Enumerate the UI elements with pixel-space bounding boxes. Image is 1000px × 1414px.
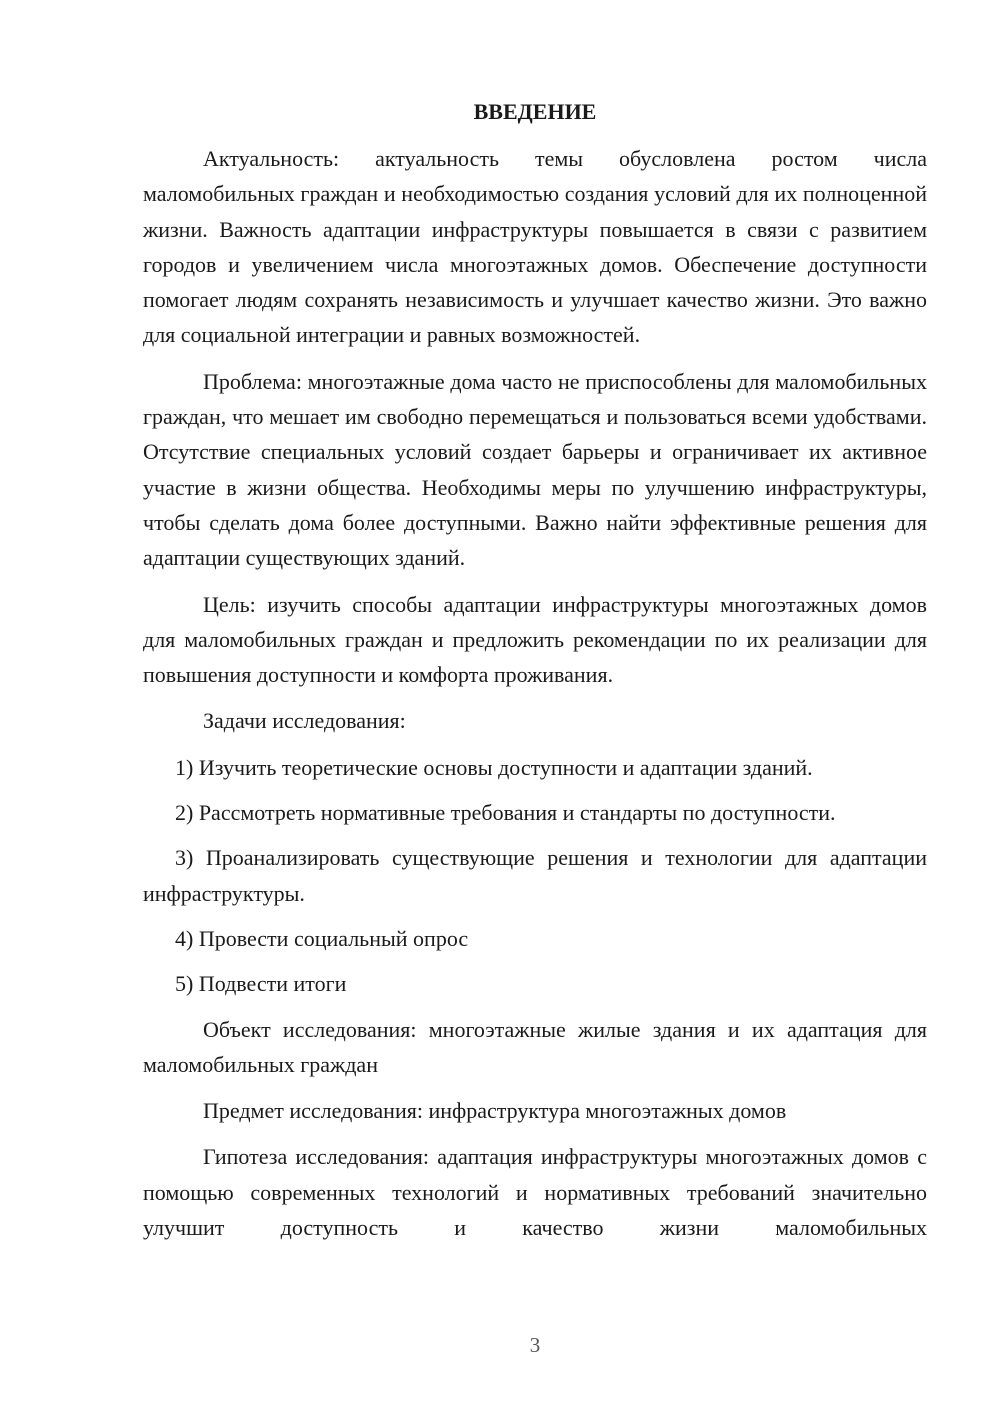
paragraph-subject: Предмет исследования: инфраструктура многоэтажных домов	[203, 1098, 787, 1124]
task-item-4: 4) Провести социальный опрос	[175, 925, 469, 951]
task-item-2: 2) Рассмотреть нормативные требования и стандарты по доступности.	[175, 800, 836, 826]
page-number: 3	[529, 1333, 541, 1357]
tasks-heading: Задачи исследования:	[203, 708, 406, 734]
paragraph-problem: Проблема: многоэтажные дома часто не приспособлены для маломобильных граждан, что мешает им свободно перемещаться и пользоваться всеми удобствами. Отсутствие специальных условий создает барьеры и ограничивает их активное участие в жизни общества. Необходимы меры по улучшению инфраструктуры, чтобы сделать дома более доступными. Важно найти эффективные решения для адаптации существующих зданий.	[143, 368, 927, 571]
paragraph-hypothesis: Гипотеза исследования: адаптация инфраструктуры многоэтажных домов с помощью современных технологий и нормативных требований значительно улучшит доступность и качество жизни маломобильных	[143, 1144, 927, 1241]
page-content	[143, 94, 927, 1245]
page-title: ВВЕДЕНИЕ	[473, 99, 597, 124]
paragraph-relevance: Актуальность: актуальность темы обусловлена ростом числа маломобильных граждан и необходимостью создания условий для их полноценной жизни. Важность адаптации инфраструктуры повышается в связи с развитием городов и увеличением числа многоэтажных домов. Обеспечение доступности помогает людям сохранять независимость и улучшает качество жизни. Это важно для социальной интеграции и равных возможностей.	[143, 146, 927, 348]
task-item-3: 3) Проанализировать существующие решения и технологии для адаптации инфраструктуры.	[143, 845, 927, 906]
paragraph-goal: Цель: изучить способы адаптации инфраструктуры многоэтажных домов для маломобильных граждан и предложить рекомендации по их реализации для повышения доступности и комфорта проживания.	[143, 591, 927, 688]
task-item-1: 1) Изучить теоретические основы доступности и адаптации зданий.	[175, 754, 813, 780]
task-item-5: 5) Подвести итоги	[175, 971, 347, 997]
paragraph-object: Объект исследования: многоэтажные жилые здания и их адаптация для маломобильных граждан	[143, 1016, 927, 1077]
